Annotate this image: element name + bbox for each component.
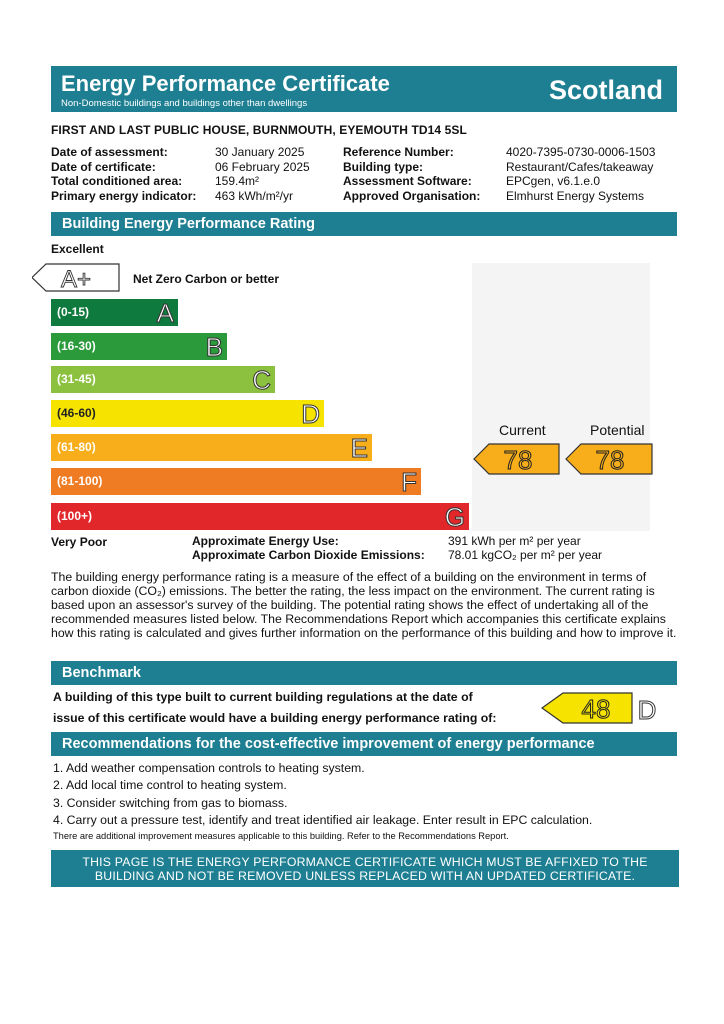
band-letter: A: [156, 298, 174, 328]
detail-label: Primary energy indicator:: [51, 188, 197, 203]
recommendation-item: 2. Add local time control to heating system.: [53, 778, 287, 792]
detail-label: Reference Number:: [343, 145, 454, 159]
band-letter: C: [252, 365, 271, 395]
detail-value: 4020-7395-0730-0006-1503: [506, 145, 656, 159]
band-range: (81-100): [57, 474, 103, 488]
certificate-subtitle: Non-Domestic buildings and buildings other than dwellings: [61, 98, 308, 109]
rating-indicator-panel: [472, 263, 650, 531]
detail-label: Date of assessment:: [51, 145, 168, 159]
current-label: Current: [499, 422, 546, 438]
current-rating-value: 78: [503, 445, 533, 475]
band-range: (31-45): [57, 372, 96, 386]
detail-label: Total conditioned area:: [51, 174, 183, 188]
certificate-footer: [51, 850, 679, 887]
band-letter: E: [350, 433, 368, 463]
rating-band-g: [51, 503, 469, 530]
energy-use-label: Approximate Energy Use:: [192, 534, 339, 548]
benchmark-letter-box: [634, 695, 660, 723]
footer-line1: THIS PAGE IS THE ENERGY PERFORMANCE CERTIFICATE WHICH MUST BE AFFIXED TO THE: [82, 855, 648, 869]
detail-value: 06 February 2025: [215, 159, 310, 174]
details-right-values: [506, 145, 655, 203]
benchmark-title: Benchmark: [51, 661, 677, 685]
aplus-letter: A+: [60, 266, 92, 292]
detail-value: 463 kWh/m²/yr: [215, 188, 294, 203]
rating-band-f: [51, 468, 421, 495]
benchmark-text-line1: A building of this type built to current building regulations at the date of: [53, 690, 473, 704]
detail-value: Elmhurst Energy Systems: [506, 188, 645, 203]
details-right-labels: [343, 145, 480, 203]
band-letter: D: [301, 399, 320, 429]
recommendations-title: Recommendations for the cost-effective improvement of energy performance: [51, 732, 677, 756]
current-rating-arrow: [473, 443, 560, 475]
rating-description: The building energy performance rating is a measure of the effect of a building on the environment in terms of carbon dioxide (CO₂) emissions. The better the rating, the less impact on the environment. The current rating is based upon an assessor's survey of the building. The potential rating shows the effect of undertaking all of the recommended measures listed below. The Recommendations Report which accompanies this certificate explains how this rating is calculated and gives further information on the performance of this building and how to improve it.: [51, 570, 677, 641]
co2-label: Approximate Carbon Dioxide Emissions:: [192, 548, 425, 562]
benchmark-arrow: [541, 692, 633, 724]
recommendations-note: There are additional improvement measures applicable to this building. Refer to the Recommendations Report.: [53, 831, 509, 841]
recommendation-item: 3. Consider switching from gas to biomass.: [53, 796, 288, 810]
footer-line2: BUILDING AND NOT BE REMOVED UNLESS REPLACED WITH AN UPDATED CERTIFICATE.: [94, 869, 636, 883]
band-letter: G: [444, 502, 465, 532]
rating-band-d: [51, 400, 324, 427]
detail-label: Approved Organisation:: [343, 188, 481, 203]
potential-rating-arrow: [565, 443, 653, 475]
energy-use-value: 391 kWh per m² per year: [448, 534, 581, 548]
aplus-band: [32, 263, 120, 292]
details-left-values: [215, 145, 310, 203]
band-range: (100+): [57, 509, 93, 523]
band-range: (46-60): [57, 406, 96, 420]
detail-label: Assessment Software:: [343, 174, 472, 188]
benchmark-text-line2: issue of this certificate would have a building energy performance rating of:: [53, 711, 497, 725]
detail-label: Date of certificate:: [51, 159, 156, 174]
aplus-description: Net Zero Carbon or better: [133, 272, 280, 286]
certificate-title: Energy Performance Certificate: [61, 71, 390, 96]
rating-band-a: [51, 299, 178, 326]
band-range: (61-80): [57, 440, 96, 454]
benchmark-letter: D: [637, 695, 657, 723]
potential-rating-value: 78: [595, 445, 625, 475]
recommendation-item: 1. Add weather compensation controls to heating system.: [53, 761, 365, 775]
benchmark-value: 48: [581, 694, 611, 724]
very-poor-label: Very Poor: [51, 535, 108, 549]
country-label: Scotland: [548, 75, 663, 105]
detail-value: 159.4m²: [215, 174, 260, 188]
detail-value: 30 January 2025: [215, 145, 305, 159]
band-range: (0-15): [57, 305, 90, 319]
band-letter: F: [401, 467, 417, 497]
rating-band-e: [51, 434, 372, 461]
rating-band-c: [51, 366, 275, 393]
excellent-label: Excellent: [51, 242, 104, 256]
co2-value: 78.01 kgCO₂ per m² per year: [448, 548, 603, 562]
property-address: FIRST AND LAST PUBLIC HOUSE, BURNMOUTH, EYEMOUTH TD14 5SL: [51, 123, 467, 137]
detail-label: Building type:: [343, 159, 423, 174]
band-range: (16-30): [57, 339, 96, 353]
detail-value: EPCgen, v6.1.e.0: [506, 174, 601, 188]
band-letter: B: [205, 332, 223, 362]
details-left-labels: [51, 145, 196, 203]
rating-band-b: [51, 333, 227, 360]
potential-label: Potential: [590, 422, 645, 438]
detail-value: Restaurant/Cafes/takeaway: [506, 159, 654, 174]
certificate-header: [51, 66, 677, 112]
recommendation-item: 4. Carry out a pressure test, identify and treat identified air leakage. Enter result in EPC calculation.: [53, 813, 593, 827]
rating-section-title: Building Energy Performance Rating: [51, 212, 677, 236]
